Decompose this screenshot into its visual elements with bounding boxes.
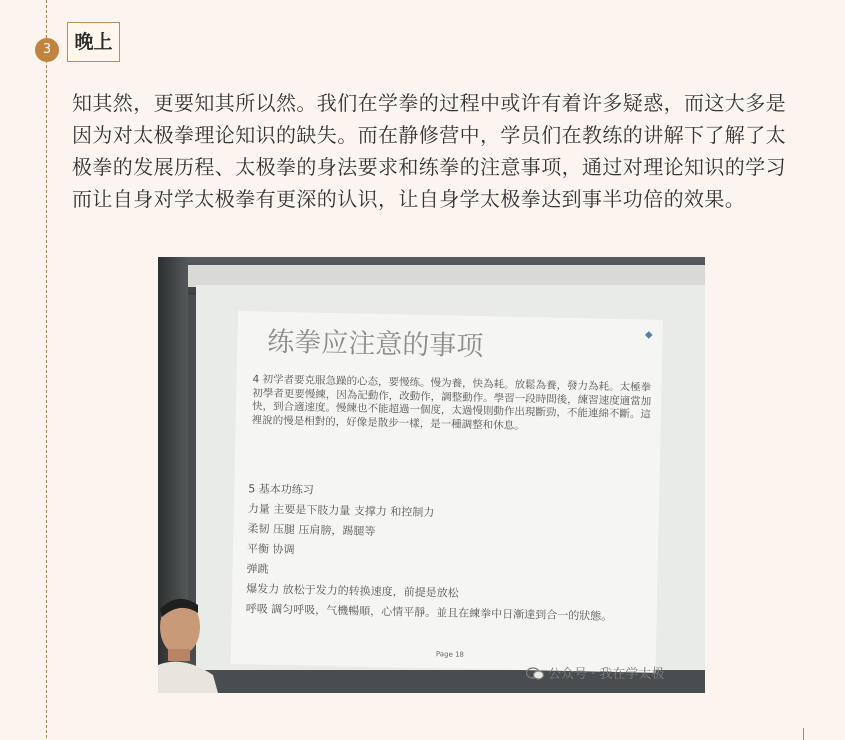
screen-housing <box>178 265 705 287</box>
watermark-text: 公众号 · 我在学太极 <box>548 667 665 682</box>
step-number-badge: 3 <box>35 38 59 62</box>
slide-list-line: 爆发力 放松于发力的转换速度，前提是放松 <box>246 582 459 600</box>
lecture-photo <box>158 257 705 693</box>
timeline-end-mark <box>803 728 804 740</box>
slide-item-5 <box>246 479 654 627</box>
watermark <box>526 663 664 682</box>
slide-list-line: 柔韧 压腿 压肩膀，踢腿等 <box>247 522 376 538</box>
wechat-icon <box>526 667 544 680</box>
slide-list-line: 弹跳 <box>246 562 269 576</box>
section-paragraph: 知其然，更要知其所以然。我们在学拳的过程中或许有着许多疑惑，而这大多是因为对太极拳理论知识的缺失。而在静修营中，学员们在教练的讲解下了解了太极拳的发展历程、太极拳的身法要求和练拳的注意事项，通过对理论知识的学习而让自身对学太极拳有更深的认识，让自身学太极拳达到事半功倍的效果。 <box>72 91 786 211</box>
slide-item-5-heading: 5 基本功练习 <box>248 482 314 497</box>
slide-corner-icon: ◆ <box>644 329 653 341</box>
slide-page-number: Page 18 <box>435 650 465 659</box>
presenter-figure <box>158 587 218 693</box>
timeline-dashed-line <box>46 0 47 738</box>
section-title: 晚上 <box>67 22 120 62</box>
slide-item-4: 4 初学者要克服急躁的心态，要慢练。慢为養，快為耗。放鬆為養，發力為耗。太極拳初學者更要慢練，因為記動作，改動作，調整動作。學習一段時間後，練習速度適當加快，到合適速度。慢練也不能超過一個度，太過慢則動作出現斷勁，不能連綿不斷。這裡說的慢是相對的，好像是散步一樣，是一種調整和休息。 <box>251 373 652 432</box>
projected-slide <box>231 311 663 673</box>
slide-title: 练拳应注意的事项 <box>267 326 484 363</box>
slide-list-line: 力量 主要是下肢力量 支撑力 和控制力 <box>247 502 435 520</box>
slide-list-line: 呼吸 調匀呼吸，气機暢順，心情平靜。並且在練拳中日漸達到合一的狀態。 <box>245 602 613 623</box>
slide-list-line: 平衡 协调 <box>246 542 295 557</box>
